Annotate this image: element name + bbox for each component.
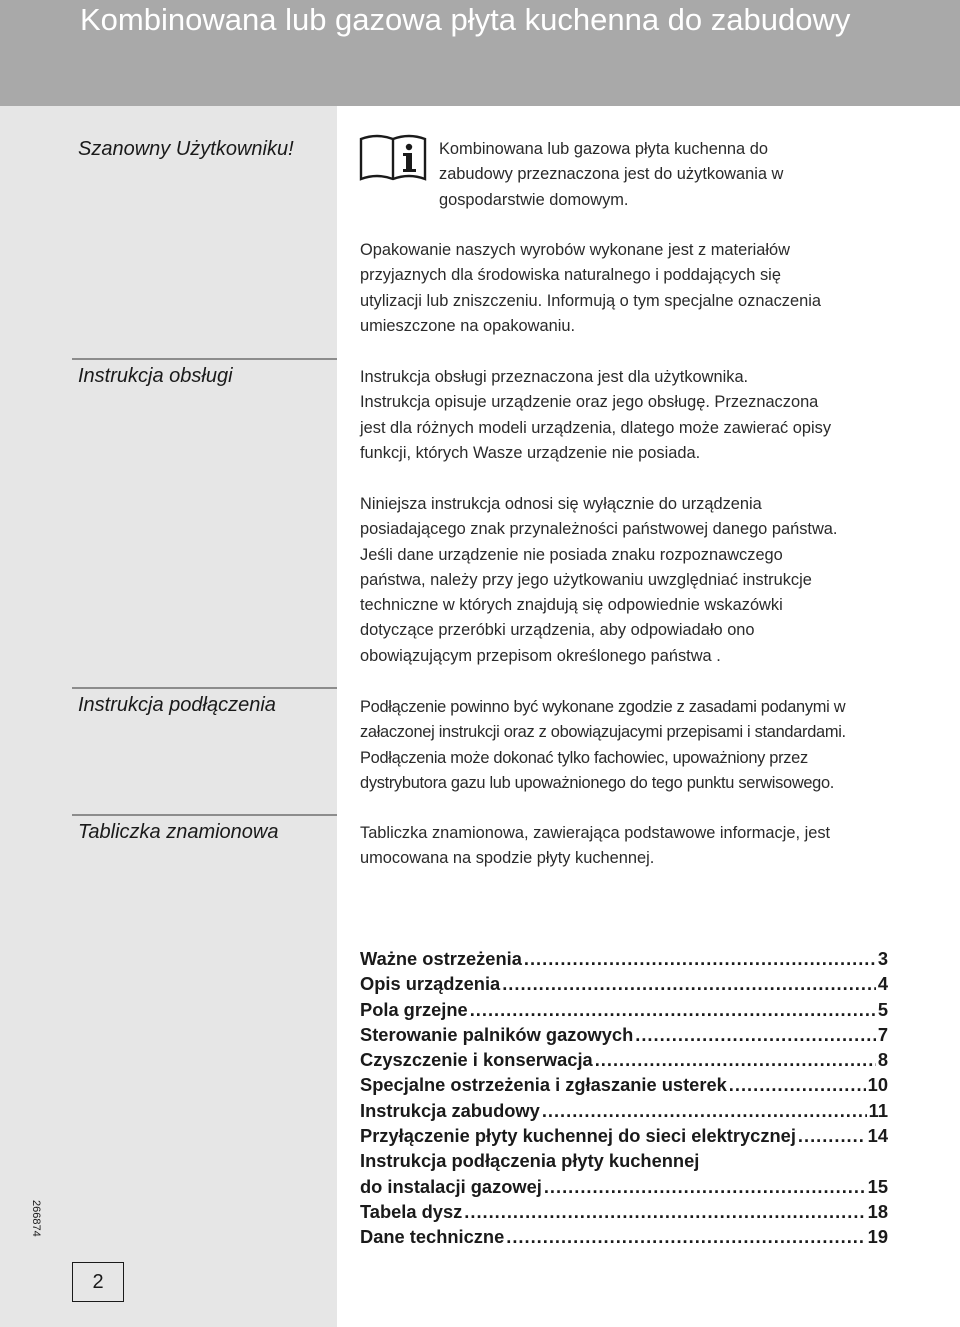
section-divider	[72, 358, 337, 360]
text-line: Instrukcja opisuje urządzenie oraz jego obsługę. Przeznaczona	[360, 393, 819, 412]
text-line: Kombinowana lub gazowa płyta kuchenna do	[439, 140, 768, 158]
page-number: 2	[72, 1262, 124, 1302]
toc-item[interactable]: Przyłączenie płyty kuchennej do sieci elektrycznej ..... 14	[360, 1123, 888, 1148]
text-line: Podłączenia może dokonać tylko fachowiec, upoważniony przez	[360, 748, 808, 767]
text-line: posiadającego znak przynależności państwowej danego państwa.	[360, 520, 838, 539]
toc-item[interactable]: Instrukcja zabudowy ..... 11	[360, 1098, 888, 1123]
info-book-icon	[359, 133, 427, 185]
toc-item-line[interactable]: Instrukcja podłączenia płyty kuchennej	[360, 1150, 700, 1172]
toc-item[interactable]: Czyszczenie i konserwacja ..... 8	[360, 1047, 888, 1072]
toc-item[interactable]: Specjalne ostrzeżenia i zgłaszanie usterek ..... 10	[360, 1072, 888, 1097]
text-line: załaczonej instrukcji oraz z obowiązujacymi przepisami i standardami.	[360, 723, 846, 742]
text-line: techniczne w których znajdują się odpowiednie wskazówki	[360, 596, 783, 615]
table-of-contents	[360, 946, 888, 1250]
document-code: 266874	[30, 1200, 42, 1237]
section-divider	[72, 814, 337, 816]
text-line: funkcji, których Wasze urządzenie nie posiada.	[360, 443, 701, 462]
text-line: umocowana na spodzie płyty kuchennej.	[360, 849, 655, 868]
toc-item[interactable]: Ważne ostrzeżenia ..... 3	[360, 946, 888, 971]
section-label-connection-manual: Instrukcja podłączenia	[78, 694, 276, 716]
toc-item[interactable]: Pola grzejne ..... 5	[360, 997, 888, 1022]
toc-item[interactable]: Dane techniczne ..... 19	[360, 1224, 888, 1249]
section-label-greeting: Szanowny Użytkowniku!	[78, 138, 294, 160]
text-line: Tabliczka znamionowa, zawierająca podstawowe informacje, jest	[360, 824, 831, 842]
text-line: obowiązującym przepisom określonego państwa .	[360, 646, 721, 665]
text-line: Niniejsza instrukcja odnosi się wyłącznie do urządzenia	[360, 495, 762, 513]
section-divider	[72, 687, 337, 689]
page-title: Kombinowana lub gazowa płyta kuchenna do zabudowy	[80, 2, 851, 37]
text-line: zabudowy przeznaczona jest do użytkowania w	[439, 165, 784, 184]
text-line: jest dla różnych modeli urządzenia, dlatego może zawierać opisy	[360, 418, 832, 437]
text-line: gospodarstwie domowym.	[439, 190, 629, 209]
connection-paragraph	[360, 695, 900, 796]
country-scope-paragraph	[360, 492, 900, 669]
text-line: Podłączenie powinno być wykonane zgodzie z zasadami podanymi w	[360, 698, 846, 716]
text-line: przyjaznych dla środowiska naturalnego i poddających się	[360, 266, 781, 285]
text-line: państwa, należy przy jego użytkowaniu uwzględniać instrukcje	[360, 570, 812, 589]
text-line: Jeśli dane urządzenie nie posiada znaku rozpoznawczego	[360, 545, 783, 564]
toc-item[interactable]: Sterowanie palników gazowych ..... 7	[360, 1022, 888, 1047]
section-label-operating-manual: Instrukcja obsługi	[78, 365, 233, 387]
packaging-paragraph	[360, 238, 900, 339]
intro-paragraph	[439, 137, 879, 213]
text-line: utylizacji lub zniszczeniu. Informują o tym specjalne oznaczenia	[360, 291, 821, 310]
toc-item[interactable]: Opis urządzenia ..... 4	[360, 971, 888, 996]
manual-purpose-paragraph	[360, 365, 900, 466]
toc-item[interactable]: Tabela dysz ..... 18	[360, 1199, 888, 1224]
text-line: dystrybutora gazu lub upoważnionego do tego punktu serwisowego.	[360, 773, 835, 792]
text-line: umieszczone na opakowaniu.	[360, 316, 576, 335]
rating-plate-paragraph	[360, 821, 900, 872]
section-label-rating-plate: Tabliczka znamionowa	[78, 821, 279, 843]
text-line: Opakowanie naszych wyrobów wykonane jest z materiałów	[360, 241, 790, 259]
toc-item[interactable]: do instalacji gazowej ..... 15	[360, 1174, 888, 1199]
text-line: dotyczące przeróbki urządzenia, aby odpowiadało ono	[360, 621, 755, 640]
text-line: Instrukcja obsługi przeznaczona jest dla użytkownika.	[360, 368, 749, 386]
page-header	[0, 0, 960, 106]
